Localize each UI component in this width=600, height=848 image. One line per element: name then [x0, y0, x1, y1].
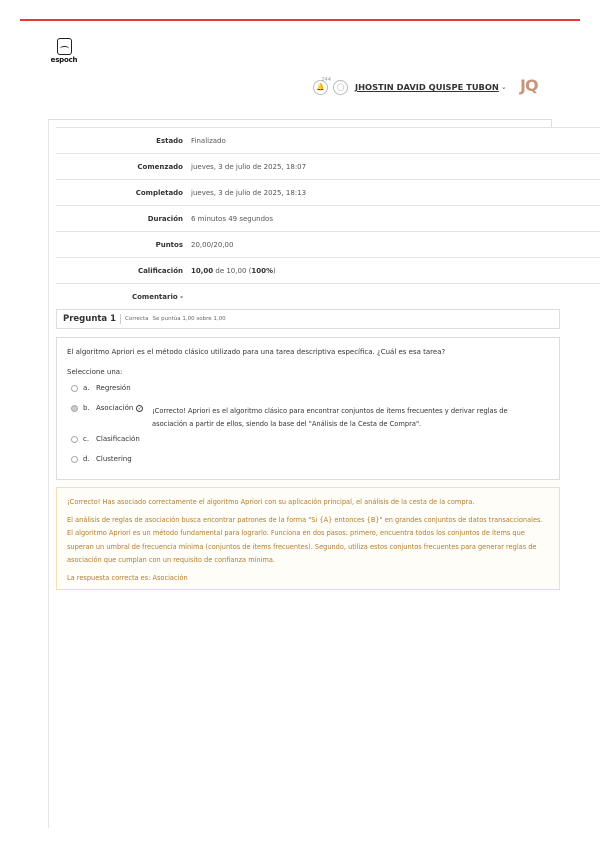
- divider: [120, 314, 121, 324]
- espoch-logo[interactable]: [49, 38, 79, 64]
- option-b[interactable]: b. Asociación ✓: [71, 404, 143, 412]
- option-d[interactable]: d. Clustering: [71, 455, 132, 463]
- logo-mark-icon: [57, 38, 72, 55]
- user-menu[interactable]: JHOSTIN DAVID QUISPE TUBON: [355, 82, 499, 92]
- question-grade: Se puntúa 1,00 sobre 1,00: [152, 316, 226, 322]
- chevron-down-icon[interactable]: ⌄: [500, 83, 507, 91]
- user-bar: [313, 76, 507, 95]
- option-c[interactable]: c. Clasificación: [71, 435, 140, 443]
- radio-a[interactable]: [71, 385, 78, 392]
- option-a[interactable]: a. Regresión: [71, 384, 131, 392]
- radio-b[interactable]: [71, 405, 78, 412]
- notifications-icon[interactable]: 🔔 244: [313, 80, 328, 95]
- feedback-line-2: El análisis de reglas de asociación busca encontrar patrones de la forma "Si {A} entonces {B}" en grandes conjuntos de datos transaccionales. El algoritmo Apriori es un método fundamental para lograrlo. Funciona en dos pasos: primero, encuentra todos los conjuntos de ítems que superan un umbral de frecuencia mínima (conjuntos de ítems frecuentes). Segundo, utiliza estos conjuntos frecuentes para generar reglas de asociación que cumplan con un requisito de confianza mínima.: [67, 515, 543, 564]
- summary-row-calificacion: Calificación 10,00 de 10,00 (100%): [56, 258, 600, 284]
- right-answer: La respuesta correcta es: Asociación: [67, 573, 188, 582]
- option-feedback: ¡Correcto! Apriori es el algoritmo clásico para encontrar conjuntos de ítems frecuentes y derivar reglas de asociación a partir de ellos, siendo la base del "Análisis de la Cesta de Compra".: [152, 407, 508, 428]
- top-accent-bar: [20, 19, 580, 21]
- user-avatar[interactable]: JQ: [520, 76, 538, 95]
- notification-count: 244: [321, 76, 331, 83]
- question-state: Correcta: [125, 316, 149, 322]
- select-prompt: Seleccione una:: [67, 368, 123, 376]
- general-feedback: [56, 487, 560, 590]
- summary-row-estado: Estado Finalizado: [56, 127, 600, 154]
- radio-c[interactable]: [71, 436, 78, 443]
- correct-check-icon: ✓: [137, 405, 142, 412]
- question-header: [56, 309, 560, 329]
- feedback-line-1: ¡Correcto! Has asociado correctamente el algoritmo Apriori con su aplicación principal, el análisis de la cesta de la compra.: [67, 498, 475, 506]
- logo-text: espoch: [50, 56, 78, 64]
- summary-row-puntos: Puntos 20,00/20,00: [56, 232, 600, 258]
- question-number: Pregunta 1: [63, 314, 117, 324]
- question-text: El algoritmo Apriori es el método clásico utilizado para una tarea descriptiva específica. ¿Cuál es esa tarea?: [67, 348, 446, 356]
- summary-row-duracion: Duración 6 minutos 49 segundos: [56, 206, 600, 232]
- radio-d[interactable]: [71, 456, 78, 463]
- summary-row-completado: Completado jueves, 3 de julio de 2025, 18:13: [56, 180, 600, 206]
- attempt-summary-table: [48, 119, 552, 309]
- messages-icon[interactable]: ◯: [333, 80, 348, 95]
- summary-row-comenzado: Comenzado jueves, 3 de julio de 2025, 18:07: [56, 154, 600, 180]
- summary-row-comentario: Comentario -: [131, 293, 183, 301]
- question-body: [56, 337, 560, 480]
